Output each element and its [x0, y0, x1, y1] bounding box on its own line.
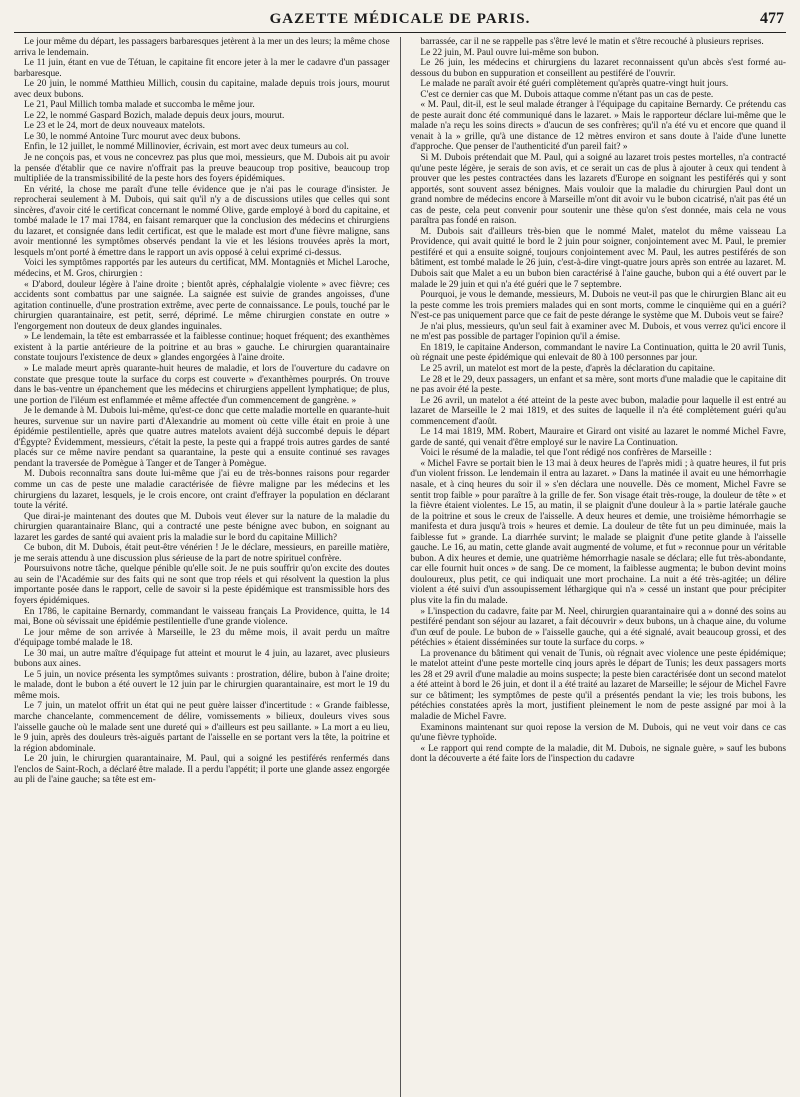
paragraph: Le 21, Paul Millich tomba malade et succomba le même jour. — [24, 100, 255, 111]
paragraph: Le 26 avril, un matelot a été atteint de la peste avec bubon, maladie pour laquelle il est entré au lazaret de Marseille le 2 mai 1819, et des suites de laquelle il n'a été complètement guéri qu'au commencement d'août. — [410, 395, 787, 427]
paragraph: Le jour même de son arrivée à Marseille, le 23 du même mois, il avait perdu un maître d'équipage tombé malade le 18. — [14, 627, 390, 649]
paragraph: Le malade ne paraît avoir été guéri complètement qu'après quatre-vingt huit jours. — [420, 79, 729, 90]
paragraph: En 1786, le capitaine Bernardy, commandant le vaisseau français La Providence, quitta, le 14 mai, Bone où sévissait une épidémie pestilentielle d'une grande violence. — [14, 606, 390, 628]
journal-title: GAZETTE MÉDICALE DE PARIS. — [269, 11, 531, 27]
paragraph: Le 20 juin, le chirurgien quarantainaire, M. Paul, qui a soigné les pestiférés renfermés dans l'enclos de Saint-Roch, a déclaré être malade. Il a perdu l'appétit; il porte une glande assez engorgée au pli de l'aine gauche; sa tête est em- — [14, 754, 390, 786]
left-column — [14, 37, 390, 1097]
paragraph: Le 14 mai 1819, MM. Robert, Mauraire et Girard ont visité au lazaret le nommé Michel Favre, garde de santé, qui venait d'être employé sur le navire La Continuation. — [410, 427, 787, 448]
page-number: 477 — [760, 10, 784, 27]
paragraph: Pourquoi, je vous le demande, messieurs, M. Dubois ne veut-il pas que le chirurgien Blanc ait eu la peste comme les trois premiers malades qui en sont morts, comme le cinquième qui en a guéri? N'est-ce pas uniquement parce que ce fait de peste dérange le système que M. Dubois veut se faire? — [410, 290, 787, 322]
paragraph: La provenance du bâtiment qui venait de Tunis, où régnait avec violence une peste épidémique; le matelot atteint d'une peste mortelle cinq jours après le départ de Tunis; les deux passagers morts les 28 et 29 avril d'une maladie au moins suspecte; la peste bien caractérisée dont un second matelot a été atteint à bord le 26 juin, et dont il a été traité au lazaret de Marseille; le séjour de Michel Favre sur ce bâtiment; les symptômes de peste qu'il a présentés pendant la vie; les trois bubons, les pétéchies constatées après la mort, justifient pleinement le nom de peste assigné par moi à la maladie de Michel Favre. — [410, 648, 787, 722]
paragraph: Le 30, le nommé Antoine Turc mourut avec deux bubons. — [24, 131, 241, 142]
paragraph: Le 23 et le 24, mort de deux nouveaux matelots. — [24, 121, 205, 132]
paragraph: Le 20 juin, le nommé Matthieu Millich, cousin du capitaine, malade depuis trois jours, mourut avec deux bubons. — [14, 79, 390, 100]
paragraph: « Le rapport qui rend compte de la maladie, dit M. Dubois, ne signale guère, » sauf les bubons dont la découverte a été faite lors de l'inspection du cadavre — [410, 743, 787, 765]
paragraph: » Le malade meurt après quarante-huit heures de maladie, et lors de l'ouverture du cadavre on constate que presque toute la surface du corps est couverte » d'exanthèmes pourprés. On trouve dans le bas-ventre un épanchement que les médecins et chirurgiens appellent lymphatique; de plus, une portion de l'iléum est enflammée et même affectée d'un commencement de gangrène. » — [14, 363, 390, 406]
paragraph: Le 22, le nommé Gaspard Bozich, malade depuis deux jours, mourut. — [24, 110, 285, 121]
paragraph: M. Dubois sait d'ailleurs très-bien que le nommé Malet, matelot du même vaisseau La Providence, qui avait quitté le bord le 2 juin pour soigner, conjointement avec M. Paul, le premier pestiféré et qui a ensuite soigné, toujours conjointement avec M. Paul, les autres pestiférés de son bâtiment, est tombé malade le 26 juin, c'est-à-dire vingt-quatre jours après son entrée au lazaret. M. Dubois sait que Malet a eu un bubon bien caractérisé à l'aine gauche, bubon qui a été ouvert par le malade le 29 juin et qui n'a été guéri que le 7 septembre. — [410, 226, 787, 290]
paragraph: Voici les symptômes rapportés par les auteurs du certificat, MM. Montagniès et Michel Laroche, médecins, et M. Gros, chirurgien : — [14, 258, 390, 280]
paragraph: Le 7 juin, un matelot offrit un état qui ne peut guère laisser d'incertitude : « Grande faiblesse, marche chancelante, commencement de délire, vomissements » bilieux, douleurs vives sous l'aisselle gauche où le malade sent une dureté qui » d'ailleurs est peu saillante. » La mort a eu lieu, le 9 juin, après des douleurs très-aiguës partant de l'aisselle en se portant vers la tête, la poitrine et la région abdominale. — [14, 701, 390, 754]
paragraph: M. Dubois reconnaîtra sans doute lui-même que j'ai eu de très-bonnes raisons pour regarder comme un cas de peste une maladie caractérisée de fièvre maligne par les médecins et les chirurgiens du lazaret, lesquels, je le crois encore, ont craint d'effrayer la population en déclarant toute la vérité. — [14, 469, 390, 512]
article-columns — [14, 37, 786, 1097]
paragraph: En 1819, le capitaine Anderson, commandant le navire La Continuation, quitta le 20 avril Tunis, où régnait une peste épidémique qui enlevait de 80 à 100 personnes par jour. — [410, 342, 787, 364]
paragraph: Si M. Dubois prétendait que M. Paul, qui a soigné au lazaret trois pestes mortelles, n'a contracté qu'une peste légère, je serais de son avis, et ce serait un cas de plus à ajouter à ceux qui tendent à prouver que les pestes contractées dans les lazarets d'Europe en soignant les pestiférés qui y sont apportés, sont souvent assez bénignes. Mais vouloir que la maladie du chirurgien Paul dont un grand nombre de médecins encore à Marseille m'ont dit avoir vu le bubon cicatrisé, n'ait pas été un cas de peste, cela peut convenir pour soutenir une thèse qu'on s'est donnée, mais cela ne vous paraîtra pas fondé en raison. — [410, 153, 787, 227]
paragraph: » L'inspection du cadavre, faite par M. Neel, chirurgien quarantainaire qui a » donné des soins au pestiféré pendant son séjour au lazaret, a fait découvrir » deux bubons, un à chaque aine, du volume d'un œuf de poule. Le bubon de » l'aisselle gauche, qui a été signalé, avait beaucoup grossi, et des pétéchies » étaient disséminées sur toute la surface du corps. » — [410, 606, 787, 649]
paragraph: Le 5 juin, un novice présenta les symptômes suivants : prostration, délire, bubon à l'aine droite; le malade, dont le bubon a été ouvert le 12 juin par le chirurgien quarantainaire, est mort le 19 du même mois. — [14, 669, 390, 701]
paragraph: Le 22 juin, M. Paul ouvre lui-même son bubon. — [420, 47, 599, 58]
right-column — [410, 37, 786, 1097]
paragraph: Le 26 juin, les médecins et chirurgiens du lazaret reconnaissent qu'un abcès s'est formé au-dessous du bubon en suppuration et conseillent au pestiféré de l'ouvrir. — [410, 58, 787, 79]
paragraph: barrassée, car il ne se rappelle pas s'être levé le matin et s'être recouché à plusieurs reprises. — [420, 37, 764, 47]
paragraph: C'est ce dernier cas que M. Dubois attaque comme n'étant pas un cas de peste. — [420, 89, 714, 100]
paragraph: « M. Paul, dit-il, est le seul malade étranger à l'équipage du capitaine Bernardy. Ce prétendu cas de peste aurait donc été communiqué dans le lazaret. » Mais le rapporteur déclare lui-même que le malade n'a reçu les soins directs » d'aucun de ses confrères; qu'il n'a été vu et encore que quand il venait à la » grille, qu'à une distance de 12 mètres environ et sans doute à l'aide d'une lunette d'approche. Que penser de l'authenticité d'un pareil fait? » — [410, 100, 787, 153]
paragraph: Le jour même du départ, les passagers barbaresques jetèrent à la mer un des leurs; la même chose arriva le lendemain. — [14, 37, 390, 58]
paragraph: Le 28 et le 29, deux passagers, un enfant et sa mère, sont morts d'une maladie que le capitaine dit ne pas avoir été la peste. — [410, 374, 787, 396]
paragraph: Je n'ai plus, messieurs, qu'un seul fait à examiner avec M. Dubois, et vous verrez qu'ici encore il ne m'est pas possible de partager l'opinion qu'il a émise. — [410, 321, 787, 343]
paragraph: « D'abord, douleur légère à l'aine droite ; bientôt après, céphalalgie violente » avec fièvre; ces accidents sont combattus par une saignée. La saignée est suivie de grandes angoisses, d'une agitation continuelle, d'une prostration extrême, avec perte de connaissance. Le pouls, touché par le chirurgien quarantainaire, est petit, serré, déprimé. Le même chirurgien constate en outre » l'engorgement non douteux de deux glandes inguinales. — [14, 279, 390, 332]
paragraph: Le 11 juin, étant en vue de Tétuan, le capitaine fit encore jeter à la mer le cadavre d'un passager barbaresque. — [14, 58, 390, 79]
paragraph: Le 30 mai, un autre maître d'équipage fut atteint et mourut le 4 juin, au lazaret, avec plusieurs bubons aux aines. — [14, 648, 390, 670]
paragraph: Le 25 avril, un matelot est mort de la peste, d'après la déclaration du capitaine. — [420, 363, 715, 374]
paragraph: Je ne conçois pas, et vous ne concevrez pas plus que moi, messieurs, que M. Dubois ait pu avoir la pensée d'établir que ce navire n'offrait pas la preuve beaucoup trop positive, beaucoup trop multipliée de la transmissibilité de la peste hors des foyers épidémiques. — [14, 153, 390, 185]
paragraph: Poursuivons notre tâche, quelque pénible qu'elle soit. Je ne puis souffrir qu'on excite des doutes au sein de l'Académie sur des faits qui ne sont que trop réels et qui résolvent la question la plus importante posée dans le rapport, celle de savoir si la peste épidémique est transmissible hors des foyers épidémiques. — [14, 564, 390, 606]
paragraph: » Le lendemain, la tête est embarrassée et la faiblesse continue; hoquet fréquent; des exanthèmes existent à la partie antérieure de la poitrine et au bras » gauche. Le chirurgien quarantainaire constate toujours l'existence de deux » glandes engorgées à l'aine droite. — [14, 332, 390, 364]
paragraph: Voici le résumé de la maladie, tel que l'ont rédigé nos confrères de Marseille : — [420, 448, 712, 459]
paragraph: Ce bubon, dit M. Dubois, était peut-être vénérien ! Je le déclare, messieurs, en pareille matière, je me serais attendu à une discussion plus sérieuse de la part de notre spirituel confrère. — [14, 543, 390, 564]
paragraph: Je le demande à M. Dubois lui-même, qu'est-ce donc que cette maladie mortelle en quarante-huit heures, survenue sur un navire parti d'Alexandrie au moment où cette ville était en proie à une épidémie pestilentielle, après que quatre autres matelots avaient déjà succombé depuis le départ d'Égypte? Évidemment, messieurs, c'était la peste, la peste qui a frappé trois autres gardes de santé placés sur ce même navire pendant sa quarantaine, la peste qui a ensuite continué ses ravages pendant la traversée de Pomègue à Tanger et de Tanger à Pomègue. — [14, 406, 390, 469]
paragraph: Examinons maintenant sur quoi repose la version de M. Dubois, qui ne veut voir dans ce cas qu'une fièvre typhoïde. — [410, 722, 787, 744]
paragraph: « Michel Favre se portait bien le 13 mai à deux heures de l'après midi ; à quatre heures, il fut pris d'un violent frisson. Le lendemain il entra au lazaret. » Dans la matinée il avait eu une hémorrhagie nasale, et à cinq heures du soir il » s'en déclara une nouvelle. Dès ce moment, Michel Favre se sentit trop faible » pour paraître à la grille de fer. Son visage était très-rouge, la douleur de tête » et la fièvre étaient violentes. Le 15, au matin, il se plaignit d'une douleur à la » partie latérale gauche de la poitrine et sous le creux de l'aisselle. A deux heures et demie, une troisième hémorrhagie se manifesta et dura jusqu'à trois » heures et demie. La douleur de tête fut un peu diminuée, mais la faiblesse fut » grande. La diarrhée survint; le malade se plaignit d'une petite glande à l'aisselle gauche. Le 16, au matin, cette glande avait augmenté de volume, et fut » reconnue pour un véritable bubon. A dix heures et demie, une quatrième hémorrhagie nasale se déclara; elle fut très-abondante, car elle fournit huit onces » de sang. De ce moment, la faiblesse augmenta; le bubon devint moins douloureux, plus petit, ce qui indiquait une mort prochaine. La nuit a été très-agitée; un délire violent a été suivi d'un assoupissement léthargique qui n'a » cessé un instant que pour précipiter plus vite la fin du malade. — [410, 458, 787, 606]
paragraph: Enfin, le 12 juillet, le nommé Millinovier, écrivain, est mort avec deux tumeurs au col. — [24, 142, 349, 153]
page-header — [14, 10, 786, 33]
paragraph: Que dirai-je maintenant des doutes que M. Dubois veut élever sur la nature de la maladie du chirurgien quarantainaire Blanc, qui a contracté une peste bénigne avec bubon, en soignant au lazaret les gardes de santé qui avaient pris la maladie sur le bord du capitaine Millich? — [14, 511, 390, 543]
column-divider — [400, 37, 401, 1097]
paragraph: En vérité, la chose me paraît d'une telle évidence que je n'ai pas le courage d'insister. Je reprocherai seulement à M. Dubois, qui sait qu'il n'y a de discussions utiles que celles qui sont sincères, d'avoir cité le certificat concernant le nommé Olive, garde employé à bord du capitaine, et tombé malade le 17 mai 1784, en faisant remarquer que la conclusion des médecins et chirurgiens du lazaret, et consignée dans ledit certificat, est que le malade est mort d'une fièvre maligne, sans avoir mentionné les symptômes observés pendant la vie et les lésions trouvées après la mort, lesquels m'ont porté à émettre dans le rapport un avis opposé à celui exprimé ci-dessus. — [14, 184, 390, 258]
